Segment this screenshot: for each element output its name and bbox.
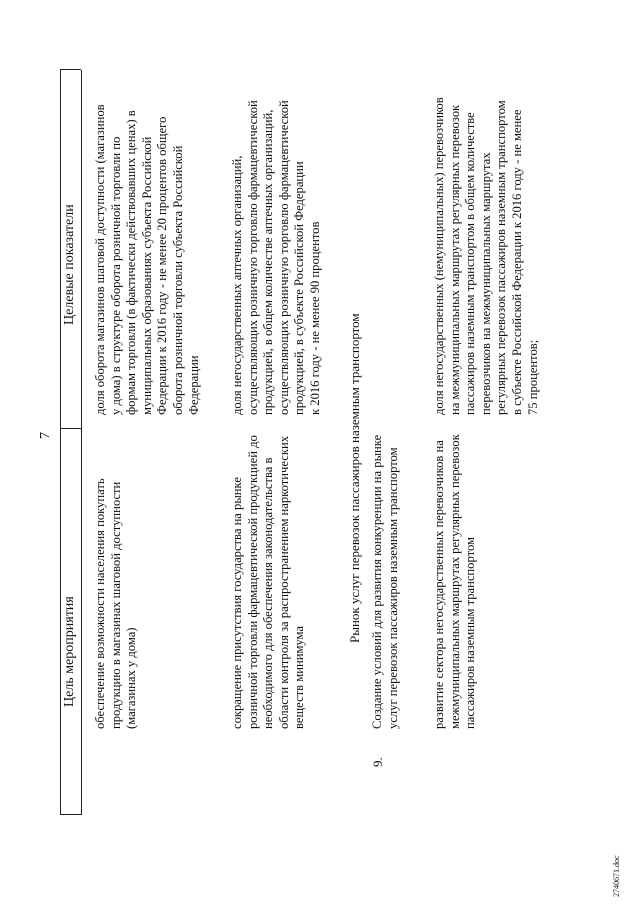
row3-indicator: доля негосударственных (немуниципальных) перевозчиков на межмуниципальных маршрутах регулярных перевозок пассажиров наземным транспортом в общем количестве перевозчиков на межмуниципальных маршрутах регулярных перевозок пассажиров наземным транспортом в субъекте Российской Федерации к 2016 году - не менее 75 процентов; [432, 97, 540, 415]
table-column-divider [60, 428, 81, 429]
table-top-border [60, 70, 61, 815]
row1-goal: обеспечение возможности населения покупать продукцию в магазинах шаговой доступности (магазинах у дома) [93, 478, 139, 729]
row1-indicator: доля оборота магазинов шаговой доступности (магазинов у дома) в структуре оборота розничной торговли по формам торговли (в фактически действовавших ценах) в муниципальных образованиях субъекта Российской Федерации к 2016 году - не менее 20 процентов общего оборота розничной торговли субъекта Российской Федерации [93, 104, 201, 415]
page-number: 7 [38, 432, 53, 439]
row2-indicator: доля негосударственных аптечных организаций, осуществляющих розничную торговлю фармацевтической продукцией, в общем количестве аптечных организаций, осуществляющих розничную торговлю фармацевтической продукцией, в субъекте Российской Федерации к 2016 году - не менее 90 процентов [230, 100, 322, 415]
row2-goal: сокращение присутствия государства на рынке розничной торговли фармацевтической продукцией до необходимого для обеспечения законодательства в области контроля за распространением наркотических веществ минимума [230, 435, 307, 729]
item-number: 9. [370, 757, 385, 767]
header-indicators: Целевые показатели [62, 204, 77, 325]
row3-goal: развитие сектора негосударственных перевозчиков на межмуниципальных маршрутах регулярных перевозок пассажиров наземным транспортом [432, 434, 478, 729]
section-title: Рынок услуг перевозок пассажиров наземным транспортом [347, 313, 362, 643]
footer-doc-code: 2740671.doc [612, 855, 621, 897]
item9-goal: Создание условий для развития конкуренции на рынке услуг перевозок пассажиров наземным транспортом [370, 434, 400, 729]
table-right-border [60, 69, 81, 70]
table-header-bottom-border [81, 70, 82, 815]
table-left-border [60, 814, 81, 815]
header-goal: Цель мероприятия [62, 596, 77, 707]
